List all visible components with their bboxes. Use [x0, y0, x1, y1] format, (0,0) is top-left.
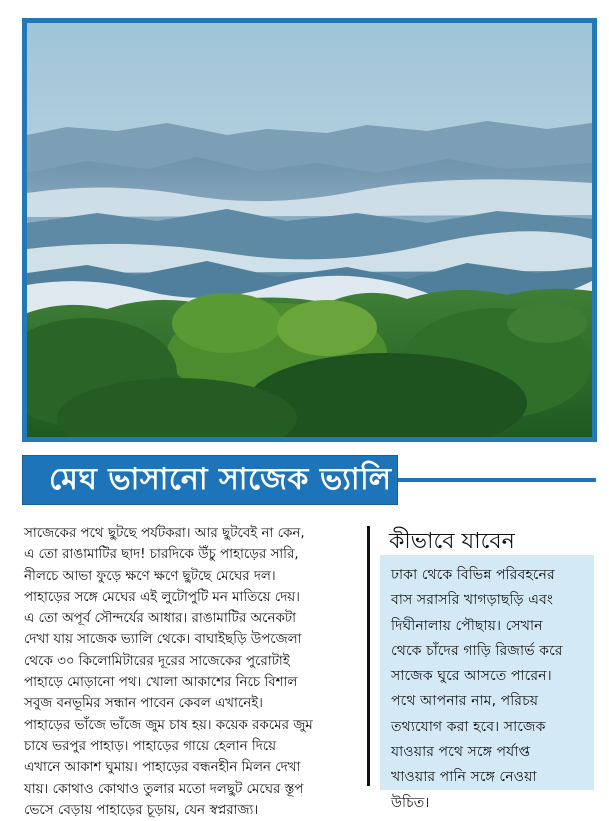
sidebar-heading: কীভাবে যাবেন [389, 529, 515, 554]
body-line: পাহাড়ের সঙ্গে মেঘের এই লুটোপুটি মন মাতিয়ে দেয়। [24, 589, 300, 605]
sidebar-line: দিঘীনালায় পৌছায়। সেখান [391, 617, 543, 634]
headline-rule [398, 478, 596, 482]
sidebar-line: ঢাকা থেকে বিভিন্ন পরিবহনের [391, 567, 555, 583]
sidebar-line: খাওয়ার পানি সঙ্গে নেওয়া [391, 769, 537, 786]
body-line: এ তো অপূর্ব সৌন্দর্যের আধার। রাঙামাটির অনেকটা [24, 611, 296, 627]
body-line: এ তো রাঙামাটির ছাদ! চারদিকে উঁচু পাহাড়ের সারি, [24, 547, 299, 563]
sidebar-line: উচিত। [391, 794, 430, 811]
sidebar-line: সাজেক ঘুরে আসতে পারেন। [391, 668, 552, 685]
article-body [24, 523, 346, 821]
body-line: পাহাড়ে মোড়ানো পথ। খোলা আকাশের নিচে বিশাল [24, 675, 298, 691]
column-divider [367, 526, 370, 786]
body-line: এখানে আকাশ ঘুমায়। পাহাড়ের বন্ধনহীন মিলন দেখা [24, 760, 301, 776]
sidebar-line: পথে আপনার নাম, পরিচয় [391, 693, 539, 710]
photo-frame [22, 18, 597, 442]
headline-banner [22, 455, 398, 505]
body-line: যায়। কোথাও কোথাও তুলার মতো দলছুট মেঘের স্তূপ [24, 781, 304, 797]
body-line: ভেসে বেড়ায় পাহাড়ের চূড়ায়, যেন স্বপ্নরাজ্য। [24, 802, 259, 818]
sidebar-line: থেকে চাঁদের গাড়ি রিজার্ভ করে [391, 642, 563, 659]
body-line: সবুজ বনভূমির সন্ধান পাবেন কেবল এখানেই। [24, 696, 263, 712]
body-line: চাষে ভরপুর পাহাড়। পাহাড়ের গায়ে হেলান দিয়ে [24, 738, 277, 754]
body-line: থেকে ৩০ কিলোমিটারের দূরের সাজেকের পুরোটাই [24, 653, 290, 669]
sidebar-line: যাওয়ার পথে সঙ্গে পর্যাপ্ত [391, 744, 531, 761]
landscape-illustration [27, 23, 592, 437]
body-line: পাহাড়ের ভাঁজে ভাঁজে জুম চাষ হয়। কয়েক রকমের জুম [24, 717, 313, 733]
sidebar-line: বাস সরাসরি খাগড়াছড়ি এবং [391, 592, 553, 609]
body-line: দেখা যায় সাজেক ভ্যালি থেকে। বাঘাইছড়ি উপজেলা [24, 632, 302, 648]
body-line: সাজেকের পথে ছুটছে পর্যটকরা। আর ছুটবেই না কেন, [24, 526, 305, 541]
headline-text: মেঘ ভাসানো সাজেক ভ্যালি [49, 461, 392, 497]
sajek-valley-photo [27, 23, 592, 437]
body-line: নীলচে আভা ফুড়ে ক্ষণে ক্ষণে ছুটছে মেঘের দল। [24, 568, 276, 584]
sidebar-box [380, 555, 594, 811]
sidebar-line: তথ্যযোগ করা হবে। সাজেক [391, 718, 546, 735]
